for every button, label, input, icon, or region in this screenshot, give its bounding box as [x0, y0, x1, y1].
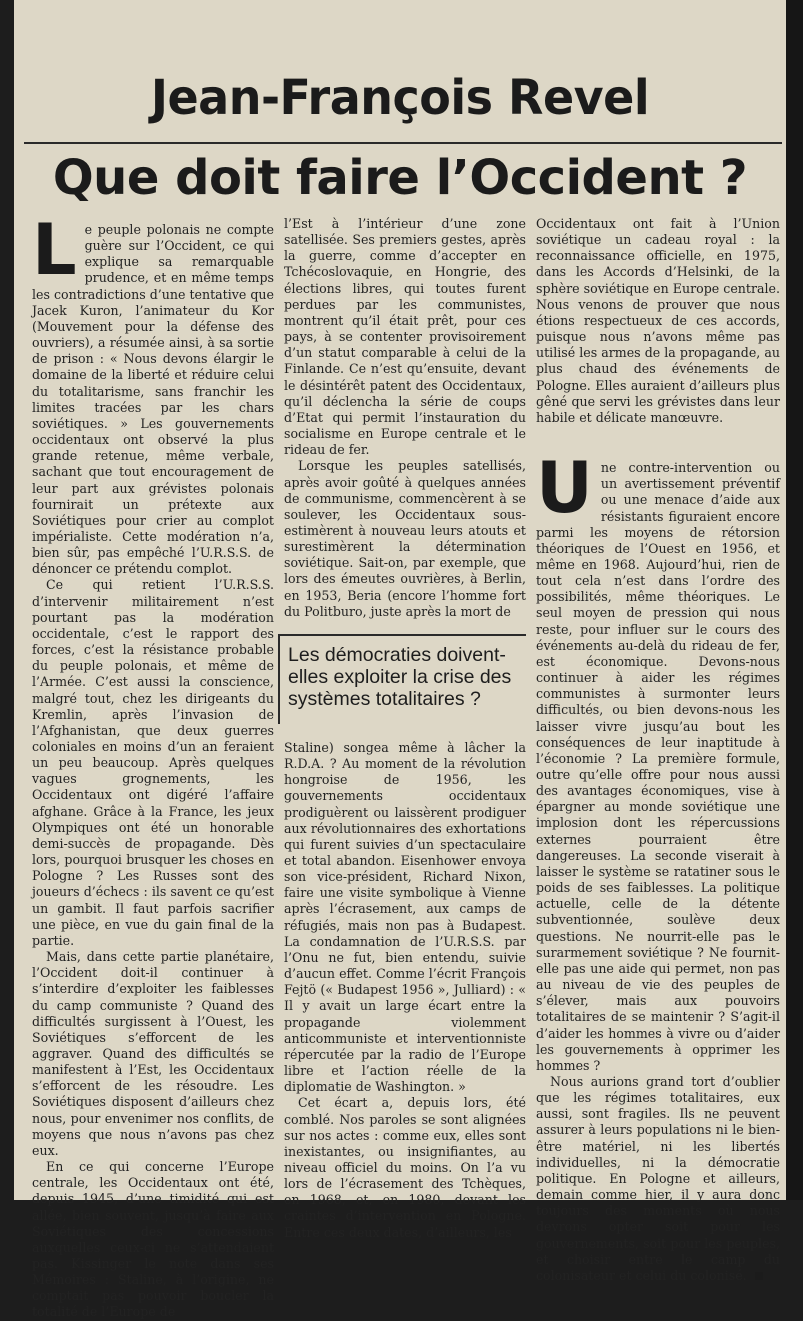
column-1-paragraph-4: En ce qui concerne l’Europe centrale, les Occidentaux ont été, depuis 1945, d’une timidité qui est allée, bien souvent, jusqu’à faire aux Soviétiques des concessions auxquelles ceux-ci ne s’attendaient pas. Kissinger le note dans ses Mémoires : Staline, à l’origine, ne comptait pas pouvoir boucler la totalité de l’Europe de	[32, 1159, 274, 1320]
column-2-paragraph-4: Cet écart a, depuis lors, été comblé. Nos paroles se sont alignées sur nos actes : comme eux, elles sont inexistantes, ou insignifiantes, au niveau officiel du moins. On l’a vu lors de l’écrasement des Tchèques, en 1968, et, en 1980, devant les craintes d’intervention en Pologne. Entre ces deux dates, d’ailleurs, les	[284, 1095, 526, 1240]
column-3-paragraph-3: Nous aurions grand tort d’oublier que les régimes totalitaires, eux aussi, sont fragiles. Ils ne peuvent assurer à leurs populations ni le bien-être matériel, ni les libertés individuelles, ni la démocratie politique. En Pologne et ailleurs, demain comme hier, il y aura donc toujours des moments où nous devrons opter soit pour les gouvernements, soit pour les peuples, et choisir entre le camp du colonisateur et celui du colonisé.	[536, 1073, 780, 1283]
page-edge-border	[786, 0, 803, 1200]
article-title: Que doit faire l’Occident ?	[52, 150, 748, 206]
column-3-paragraph-1: Occidentaux ont fait à l’Union soviétique un cadeau royal : la reconnaissance officielle, en 1975, dans les Accords d’Helsinki, de la sphère soviétique en Europe centrale. Nous venons de prouver que nous étions respectueux de ces accords, puisque nous n’avons même pas utilisé les armes de la propagande, au plus chaud des événements de Pologne. Elles auraient d’ailleurs plus gêné que servi les grévistes dans leur habile et délicate manœuvre.	[536, 216, 780, 425]
column-1-paragraph-3: Mais, dans cette partie planétaire, l’Occident doit-il continuer à s’interdire d’exploiter les faiblesses du camp communiste ? Quand des difficultés surgissent à l’Ouest, les Soviétiques s’efforcent de les aggraver. Quand des difficultés se manifestent à l’Est, les Occidentaux s’efforcent de les résoudre. Les Soviétiques disposent d’ailleurs chez nous, pour envenimer nos conflits, de moyens que nous n’avons pas chez eux.	[32, 949, 274, 1158]
article-column-3	[536, 216, 780, 1284]
column-3-paragraph-2: Une contre-intervention ou un avertissement préventif ou une menace d’aide aux résistants figuraient encore parmi les moyens de rétorsion théoriques de l’Ouest en 1956, et même en 1968. Aujourd’hui, rien de tout cela n’est dans l’ordre des possibilités, même théoriques. Le seul moyen de pression qui nous reste, pour influer sur le cours des événements au-delà du rideau de fer, est économique. Devons-nous continuer à aider les régimes communistes à surmonter leurs difficultés, ou bien devons-nous les laisser vivre jusqu’au bout les conséquences de leur inaptitude à l’économie ? La première formule, outre qu’elle offre pour nous aussi des avantages économiques, vise à épargner au monde soviétique une implosion dont les répercussions externes pourraient être dangereuses. La seconde viserait à laisser le système se ratatiner sous le poids de ses faiblesses. La politique actuelle, celle de la détente subventionnée, soulève deux questions. Ne nourrit-elle pas le surarmement soviétique ? Ne fournit-elle pas une aide qui permet, non pas au niveau de vie des peuples de s’élever, mais aux pouvoirs totalitaires de se maintenir ? S’agit-il d’aider les hommes à vivre ou d’aider les gouvernements à opprimer les hommes ?	[536, 447, 780, 1073]
header-rule	[24, 142, 782, 144]
newspaper-page	[14, 0, 786, 1320]
article-column-1	[32, 209, 274, 1321]
column-1-paragraph-1: Le peuple polonais ne compte guère sur l’Occident, ce qui explique sa remarquable prudence, et en même temps les contradictions d’une tentative que Jacek Kuron, l’animateur du Kor (Mouvement pour la défense des ouvriers), a résumée ainsi, à sa sortie de prison : « Nous devons élargir le domaine de la liberté et réduire celui du totalitarisme, sans franchir les limites tracées par les chars soviétiques. » Les gouvernements occidentaux ont observé la plus grande retenue, même verbale, sachant que tout encouragement de leur part aux grévistes polonais fournirait un prétexte aux Soviétiques pour crier au complot impérialiste. Cette modération n’a, bien sûr, pas empêché l’U.R.S.S. de dénoncer ce prétendu complot.	[32, 209, 274, 577]
drop-cap-u: U	[536, 447, 593, 530]
end-of-article-mark	[755, 1272, 763, 1280]
column-2-paragraph-2: Lorsque les peuples satellisés, après avoir goûté à quelques années de communisme, commencèrent à se soulever, les Occidentaux sous-estimèrent à nouveau leurs atouts et surestimèrent la détermination soviétique. Sait-on, par exemple, que lors des émeutes ouvrières, à Berlin, en 1953, Beria (encore l’homme fort du Politburo, juste après la mort de	[284, 458, 526, 619]
column-2-paragraph-1: l’Est à l’intérieur d’une zone satellisée. Ses premiers gestes, après la guerre, comme d’accepter en Tchécoslovaquie, en Hongrie, des élections libres, qui toutes furent perdues par les communistes, montrent qu’il était prêt, pour ces pays, à se contenter provisoirement d’un statut comparable à celui de la Finlande. Ce n’est qu’ensuite, devant le désintérêt patent des Occidentaux, qu’il déclencha la série de coups d’Etat qui permit l’instauration du socialisme en Europe centrale et le rideau de fer.	[284, 216, 526, 458]
drop-cap-l: L	[32, 209, 77, 291]
author-headline: Jean-François Revel	[150, 68, 650, 126]
article-column-2	[284, 216, 526, 1241]
pull-quote: Les démocraties doivent-elles exploiter la crise des systèmes totalitaires ?	[278, 634, 526, 724]
column-1-paragraph-2: Ce qui retient l’U.R.S.S. d’intervenir militairement n’est pourtant pas la modération occidentale, c’est le rapport des forces, c’est la résistance probable du peuple polonais, et même de l’Armée. C’est aussi la conscience, malgré tout, chez les dirigeants du Kremlin, après l’invasion de l’Afghanistan, que deux guerres coloniales en moins d’un an feraient un peu beaucoup. Après quelques vagues grognements, les Occidentaux ont digéré l’affaire afghane. Grâce à la France, les jeux Olympiques ont été un honorable demi-succès de propagande. Dès lors, pourquoi brusquer les choses en Pologne ? Les Russes sont des joueurs d’échecs : ils savent ce qu’est un gambit. Il faut parfois sacrifier une pièce, en vue du gain final de la partie.	[32, 577, 274, 948]
column-2-paragraph-3: Staline) songea même à lâcher la R.D.A. ? Au moment de la révolution hongroise de 1956, les gouvernements occidentaux prodiguèrent ou laissèrent prodiguer aux révolutionnaires des exhortations qui furent suivies d’un spectaculaire et total abandon. Eisenhower envoya son vice-président, Richard Nixon, faire une visite symbolique à Vienne après l’écrasement, aux camps de réfugiés, mais non pas à Budapest. La condamnation de l’U.R.S.S. par l’Onu ne fut, bien entendu, suivie d’aucun effet. Comme l’écrit François Fejtö (« Budapest 1956 », Julliard) : « Il y avait un large écart entre la propagande violemment anticommuniste et interventionniste répercutée par la radio de l’Europe libre et l’action réelle de la diplomatie de Washington. »	[284, 739, 526, 1095]
